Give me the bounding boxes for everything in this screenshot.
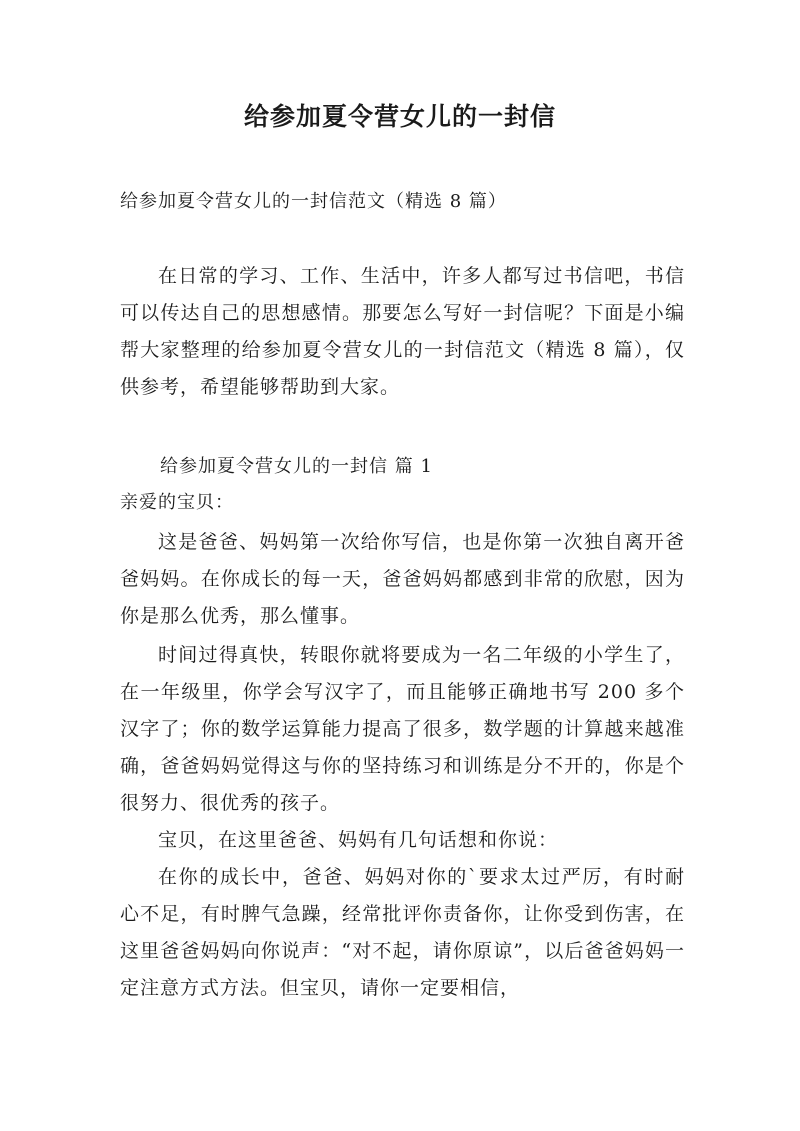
document-title: 给参加夏令营女儿的一封信 — [243, 102, 556, 131]
letter-paragraph: 在你的成长中，爸爸、妈妈对你的`要求太过严厉，有时耐心不足，有时脾气急躁，经常批评你责备你，让你受到伤害，在这里爸爸妈妈向你说声：“对不起，请你原谅”，以后爸爸妈妈一定注意方式方法。但宝贝，请你一定要相信， — [120, 866, 685, 999]
intro-paragraph: 在日常的学习、工作、生活中，许多人都写过书信吧，书信可以传达自己的思想感情。那要怎么写好一封信呢？下面是小编帮大家整理的给参加夏令营女儿的一封信范文（精选 8 篇），仅供参考，希望能够帮助到大家。 — [120, 265, 685, 398]
section-heading: 给参加夏令营女儿的一封信 篇 1 — [160, 456, 433, 477]
letter-paragraph: 时间过得真快，转眼你就将要成为一名二年级的小学生了，在一年级里，你学会写汉字了，而且能够正确地书写 200 多个汉字了；你的数学运算能力提高了很多，数学题的计算越来越准确，爸爸妈妈觉得这与你的坚持练习和训练是分不开的，你是个很努力、很优秀的孩子。 — [120, 644, 685, 814]
letter-greeting: 亲爱的宝贝： — [120, 492, 234, 513]
letter-paragraph: 这是爸爸、妈妈第一次给你写信，也是你第一次独自离开爸爸妈妈。在你成长的每一天，爸爸妈妈都感到非常的欣慰，因为你是那么优秀，那么懂事。 — [120, 531, 685, 627]
letter-paragraph: 宝贝，在这里爸爸、妈妈有几句话想和你说： — [158, 829, 559, 851]
document-subtitle: 给参加夏令营女儿的一封信范文（精选 8 篇） — [120, 191, 507, 212]
